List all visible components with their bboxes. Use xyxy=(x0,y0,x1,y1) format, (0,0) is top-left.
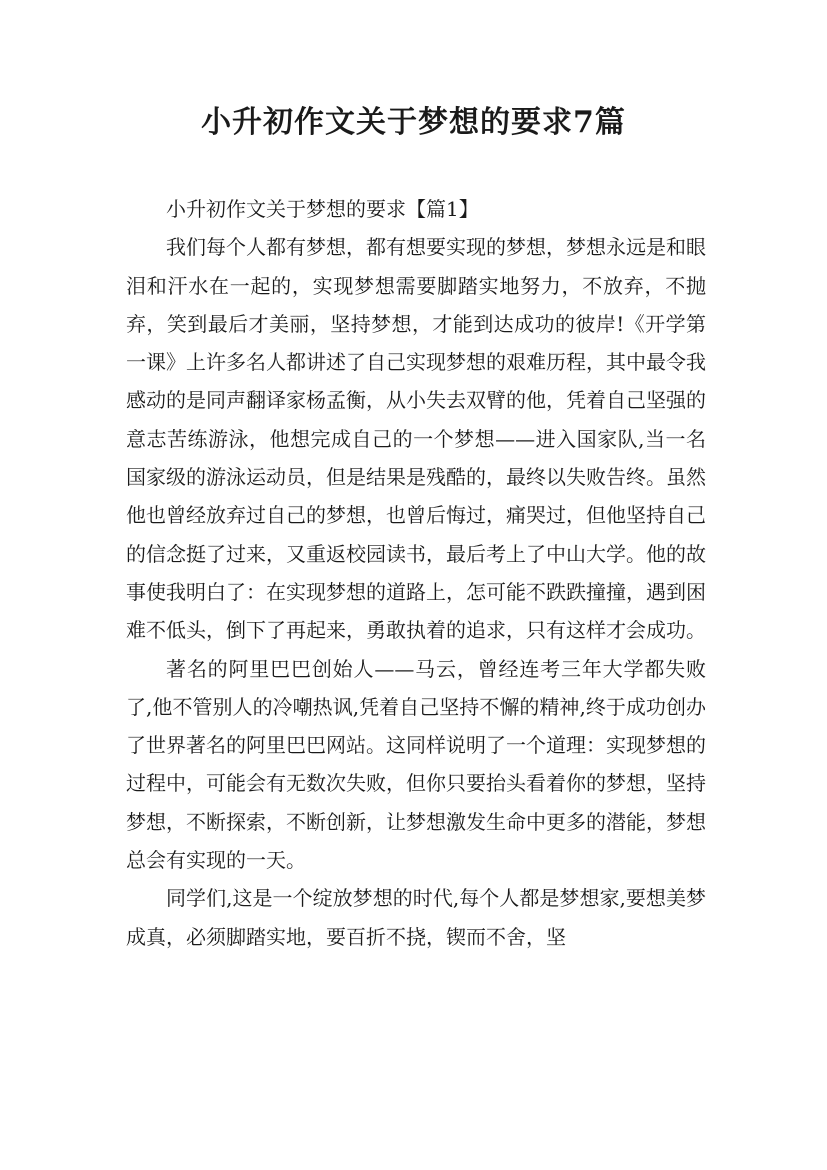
paragraph-1: 我们每个人都有梦想，都有想要实现的梦想，梦想永远是和眼泪和汗水在一起的，实现梦想需要脚踏实地努力，不放弃，不抛弃，笑到最后才美丽，坚持梦想，才能到达成功的彼岸!《开学第一课》上许多名人都讲述了自己实现梦想的艰难历程，其中最令我感动的是同声翻译家杨孟衡，从小失去双臂的他，凭着自己坚强的意志苦练游泳，他想完成自己的一个梦想——进入国家队,当一名国家级的游泳运动员，但是结果是残酷的，最终以失败告终。虽然他也曾经放弃过自己的梦想，也曾后悔过，痛哭过，但他坚持自己的信念挺了过来，又重返校园读书，最后考上了中山大学。他的故事使我明白了：在实现梦想的道路上，怎可能不跌跌撞撞，遇到困难不低头，倒下了再起来，勇敢执着的追求，只有这样才会成功。 xyxy=(126,235,706,643)
document-body xyxy=(126,190,706,956)
paragraph-3: 同学们,这是一个绽放梦想的时代,每个人都是梦想家,要想美梦成真，必须脚踏实地，要百折不挠，锲而不舍，坚 xyxy=(126,886,706,949)
document-title: 小升初作文关于梦想的要求7篇 xyxy=(201,105,626,140)
paragraph-2: 著名的阿里巴巴创始人——马云，曾经连考三年大学都失败了,他不管别人的冷嘲热讽,凭着自己坚持不懈的精神,终于成功创办了世界著名的阿里巴巴网站。这同样说明了一个道理：实现梦想的过程中，可能会有无数次失败，但你只要抬头看着你的梦想，坚持梦想，不断探索，不断创新，让梦想激发生命中更多的潜能，梦想总会有实现的一天。 xyxy=(126,656,706,873)
section-heading: 小升初作文关于梦想的要求【篇1】 xyxy=(166,197,479,221)
